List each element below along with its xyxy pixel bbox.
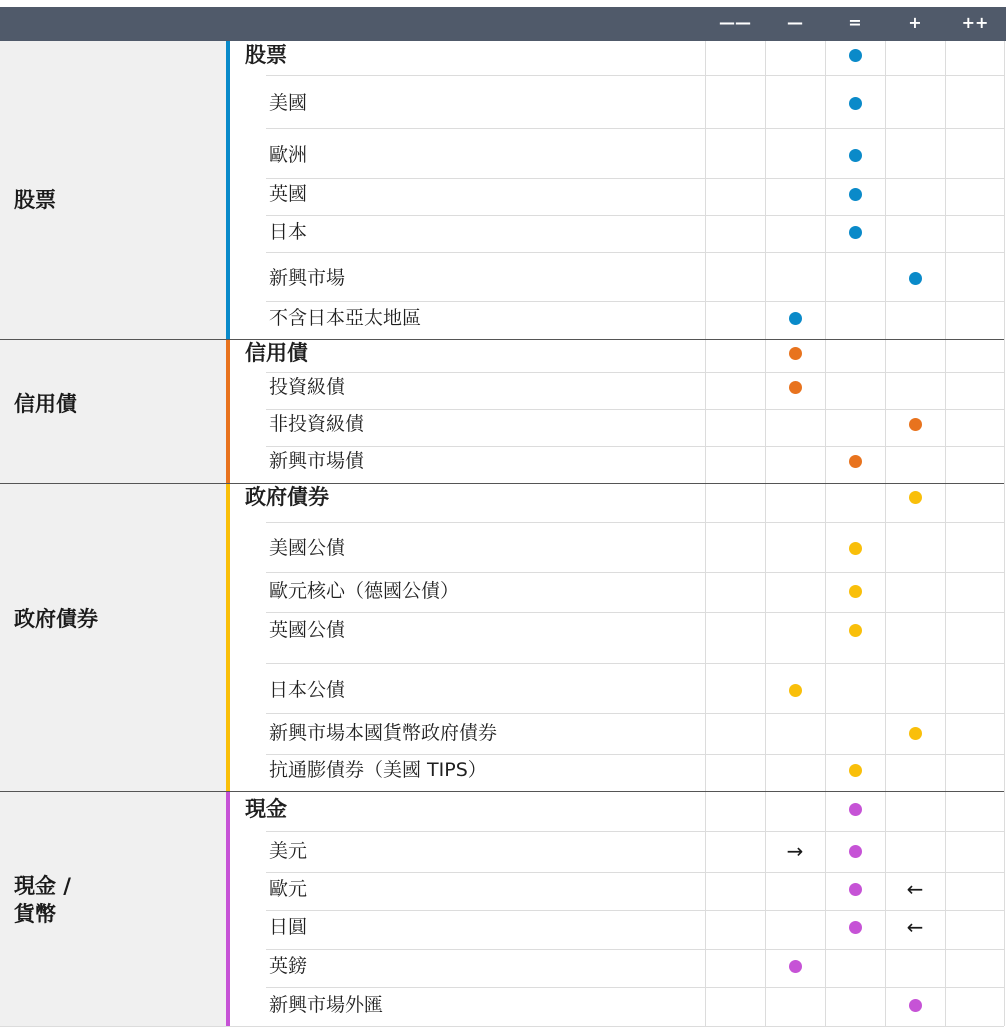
row-divider — [266, 872, 1004, 873]
row-divider — [266, 215, 1004, 216]
rating-dot — [849, 883, 862, 896]
column-divider — [945, 41, 946, 1026]
row-divider — [266, 572, 1004, 573]
row-divider — [266, 612, 1004, 613]
rating-dot — [849, 49, 862, 62]
row-divider — [266, 987, 1004, 988]
section-color-bar — [226, 483, 230, 791]
asset-label: 英鎊 — [269, 955, 308, 977]
row-divider — [266, 128, 1004, 129]
section-heading: 政府債券 — [245, 485, 329, 509]
rating-dot — [789, 960, 802, 973]
asset-label: 英國 — [269, 183, 308, 205]
row-divider — [266, 910, 1004, 911]
asset-label: 日圓 — [269, 916, 308, 938]
section-color-bar — [226, 791, 230, 1026]
column-divider — [1004, 41, 1005, 1026]
category-cell — [0, 483, 226, 791]
row-divider — [266, 522, 1004, 523]
asset-label: 新興市場債 — [269, 450, 365, 472]
rating-dot — [849, 149, 862, 162]
rating-dot — [849, 97, 862, 110]
asset-label: 不含日本亞太地區 — [269, 307, 422, 329]
asset-label: 新興市場本國貨幣政府債券 — [269, 722, 498, 744]
rating-dot — [909, 727, 922, 740]
asset-label: 抗通膨債券（美國 TIPS） — [269, 759, 487, 781]
asset-label: 美國 — [269, 92, 308, 114]
column-header: — — [787, 13, 803, 32]
asset-label: 歐洲 — [269, 144, 308, 166]
column-header: = — [848, 13, 862, 32]
rating-dot — [909, 999, 922, 1012]
column-divider — [885, 41, 886, 1026]
rating-dot — [789, 312, 802, 325]
asset-label: 英國公債 — [269, 619, 346, 641]
rating-dot — [849, 226, 862, 239]
asset-label: 美國公債 — [269, 537, 346, 559]
section-color-bar — [226, 339, 230, 483]
category-label: 股票 — [14, 188, 56, 212]
rating-dot — [849, 542, 862, 555]
section-divider — [0, 483, 1004, 484]
row-divider — [266, 301, 1004, 302]
rating-dot — [849, 845, 862, 858]
asset-label: 新興市場外匯 — [269, 994, 384, 1016]
rating-dot — [849, 188, 862, 201]
row-divider — [266, 75, 1004, 76]
arrow-left-icon: ← — [906, 915, 924, 939]
rating-dot — [849, 585, 862, 598]
column-header: ++ — [961, 13, 989, 32]
section-divider — [0, 339, 1004, 340]
row-divider — [266, 663, 1004, 664]
rating-dot — [849, 455, 862, 468]
category-label: 政府債券 — [14, 607, 98, 631]
column-header: —— — [719, 13, 751, 32]
asset-label: 歐元核心（德國公債） — [269, 580, 460, 602]
asset-label: 歐元 — [269, 878, 308, 900]
rating-dot — [789, 684, 802, 697]
row-divider — [266, 372, 1004, 373]
section-color-bar — [226, 41, 230, 339]
rating-dot — [789, 347, 802, 360]
rating-dot — [909, 272, 922, 285]
asset-label: 日本 — [269, 221, 308, 243]
rating-dot — [789, 381, 802, 394]
row-divider — [266, 178, 1004, 179]
rating-dot — [849, 803, 862, 816]
row-divider — [266, 713, 1004, 714]
section-heading: 信用債 — [245, 341, 308, 365]
row-divider — [266, 754, 1004, 755]
row-divider — [266, 409, 1004, 410]
column-divider — [765, 41, 766, 1026]
rating-dot — [909, 491, 922, 504]
category-label-line: 貨幣 — [14, 902, 56, 926]
asset-label: 日本公債 — [269, 679, 346, 701]
rating-dot — [849, 921, 862, 934]
row-divider — [266, 949, 1004, 950]
asset-label: 新興市場 — [269, 267, 346, 289]
row-divider — [266, 831, 1004, 832]
category-label — [14, 872, 71, 928]
asset-label: 投資級債 — [269, 376, 346, 398]
arrow-right-icon: → — [786, 839, 804, 863]
rating-dot — [849, 624, 862, 637]
column-divider — [705, 41, 706, 1026]
rating-dot — [849, 764, 862, 777]
table-bottom-border — [0, 1026, 1004, 1027]
row-divider — [266, 252, 1004, 253]
section-heading: 股票 — [245, 43, 287, 67]
asset-label: 美元 — [269, 840, 308, 862]
rating-dot — [909, 418, 922, 431]
column-header: + — [908, 13, 922, 32]
row-divider — [266, 446, 1004, 447]
arrow-left-icon: ← — [906, 877, 924, 901]
section-heading: 現金 — [245, 797, 287, 821]
category-label-line: 現金 / — [14, 874, 71, 898]
category-label: 信用債 — [14, 392, 77, 416]
asset-label: 非投資級債 — [269, 413, 365, 435]
section-divider — [0, 791, 1004, 792]
column-divider — [825, 41, 826, 1026]
